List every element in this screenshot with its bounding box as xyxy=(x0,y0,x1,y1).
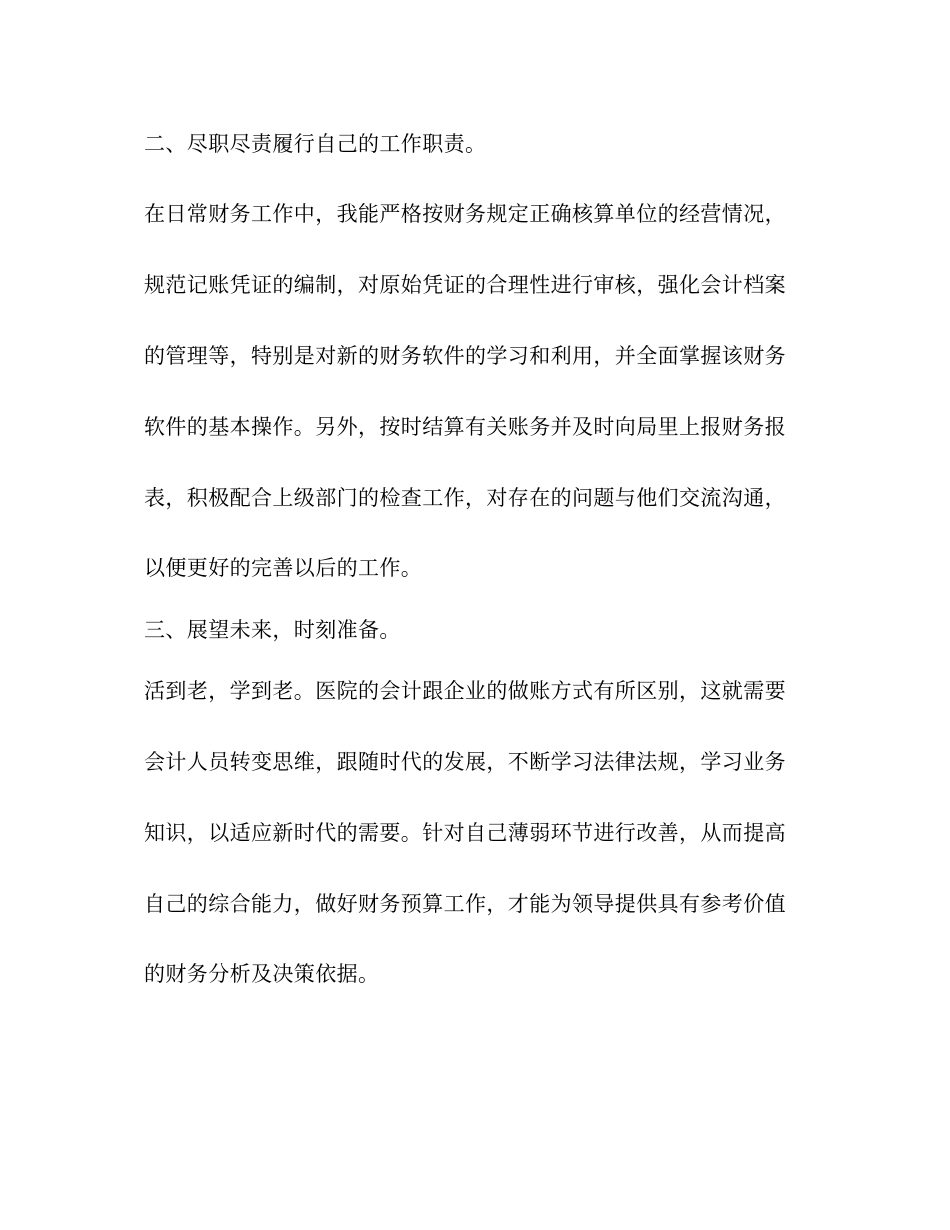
paragraph-line: 的管理等，特别是对新的财务软件的学习和利用，并全面掌握该财务 xyxy=(144,344,786,368)
paragraph-line: 软件的基本操作。另外，按时结算有关账务并及时向局里上报财务报 xyxy=(144,415,786,439)
paragraph-line: 自己的综合能力，做好财务预算工作，才能为领导提供具有参考价值 xyxy=(144,892,786,916)
section-heading-2: 二、尽职尽责履行自己的工作职责。 xyxy=(144,132,487,156)
paragraph-line: 活到老，学到老。医院的会计跟企业的做账方式有所区别，这就需要 xyxy=(144,679,786,703)
paragraph-line: 表，积极配合上级部门的检查工作，对存在的问题与他们交流沟通， xyxy=(144,486,786,510)
paragraph-line: 规范记账凭证的编制，对原始凭证的合理性进行审核，强化会计档案 xyxy=(144,273,786,297)
paragraph-line: 会计人员转变思维，跟随时代的发展，不断学习法律法规，学习业务 xyxy=(144,750,786,774)
paragraph-line: 知识，以适应新时代的需要。针对自己薄弱环节进行改善，从而提高 xyxy=(144,821,786,845)
paragraph-line: 的财务分析及决策依据。 xyxy=(144,962,380,986)
section-heading-3: 三、展望未来，时刻准备。 xyxy=(144,618,401,642)
paragraph-line: 在日常财务工作中，我能严格按财务规定正确核算单位的经营情况， xyxy=(144,202,786,226)
paragraph-line: 以便更好的完善以后的工作。 xyxy=(144,556,423,580)
